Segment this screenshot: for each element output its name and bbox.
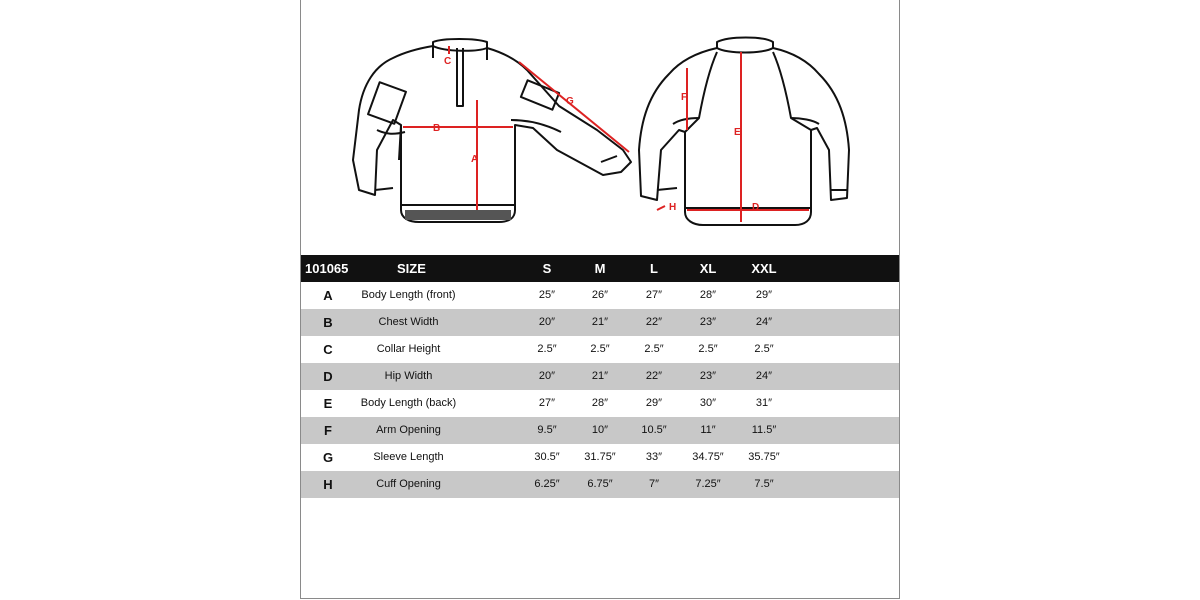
cell-xxl: 35.75″ <box>748 451 780 463</box>
cell-xl: 2.5″ <box>698 343 718 355</box>
cell-m: 21″ <box>591 316 609 328</box>
cell-s: 27″ <box>538 397 556 409</box>
cell-s: 25″ <box>538 289 556 301</box>
measure-line-g <box>519 62 629 152</box>
table-row <box>301 444 899 471</box>
table-row <box>301 309 899 336</box>
row-measurement: Chest Width <box>378 316 439 328</box>
cell-m: 21″ <box>591 370 609 382</box>
row-code: B <box>323 315 333 330</box>
cell-xl: 23″ <box>699 370 717 382</box>
label-b: B <box>433 123 441 134</box>
cell-m: 31.75″ <box>584 451 616 463</box>
cell-xl: 30″ <box>699 397 717 409</box>
table-row <box>301 282 899 309</box>
cell-s: 30.5″ <box>534 451 560 463</box>
row-code: D <box>323 369 333 384</box>
cell-s: 20″ <box>538 370 556 382</box>
back-collar <box>717 38 773 53</box>
front-zipper <box>457 48 463 106</box>
row-measurement: Body Length (front) <box>361 289 456 301</box>
cell-m: 6.75″ <box>587 478 613 490</box>
table-row <box>301 363 899 390</box>
measure-line-h <box>657 206 665 210</box>
cell-xl: 11″ <box>700 424 716 436</box>
row-measurement: Body Length (back) <box>360 397 457 409</box>
cell-xxl: 24″ <box>755 316 773 328</box>
cell-l: 27″ <box>645 289 663 301</box>
row-measurement: Cuff Opening <box>376 478 441 490</box>
row-measurement: Arm Opening <box>376 424 441 436</box>
cell-xl: 23″ <box>699 316 717 328</box>
size-header-l: L <box>650 261 658 276</box>
cell-m: 2.5″ <box>590 343 610 355</box>
row-code: G <box>322 450 334 465</box>
row-measurement: Sleeve Length <box>373 451 444 463</box>
label-d: D <box>752 202 760 213</box>
cell-xxl: 24″ <box>755 370 773 382</box>
front-collar <box>433 39 487 51</box>
cell-l: 10.5″ <box>641 424 667 436</box>
size-table <box>301 255 899 498</box>
cell-xxl: 7.5″ <box>754 478 774 490</box>
size-header-m: M <box>594 261 606 276</box>
cell-xl: 34.75″ <box>692 451 724 463</box>
row-code: C <box>323 342 333 357</box>
jacket-diagram <box>301 0 899 250</box>
cell-xxl: 29″ <box>755 289 773 301</box>
row-measurement: Collar Height <box>376 343 441 355</box>
size-chart-frame <box>300 0 900 599</box>
table-header <box>301 255 899 282</box>
cell-l: 2.5″ <box>644 343 664 355</box>
table-row <box>301 390 899 417</box>
row-code: F <box>324 423 332 438</box>
table-row <box>301 336 899 363</box>
cell-xxl: 31″ <box>755 397 773 409</box>
row-measurement: Hip Width <box>384 370 433 382</box>
cell-m: 10″ <box>591 424 609 436</box>
size-header-s: S <box>542 261 552 276</box>
label-c: C <box>444 56 452 67</box>
cell-s: 2.5″ <box>537 343 557 355</box>
row-code: E <box>323 396 333 411</box>
cell-s: 20″ <box>538 316 556 328</box>
row-code: H <box>323 477 333 492</box>
label-f: F <box>681 92 688 103</box>
cell-l: 22″ <box>645 370 663 382</box>
cell-s: 6.25″ <box>534 478 560 490</box>
table-row <box>301 417 899 444</box>
size-header-xl: XL <box>699 261 717 276</box>
size-header-label: SIZE <box>397 261 426 276</box>
cell-l: 7″ <box>648 478 659 490</box>
cell-l: 29″ <box>645 397 663 409</box>
cell-xxl: 11.5″ <box>751 424 777 436</box>
style-id: 101065 <box>305 261 349 276</box>
label-g: G <box>566 96 574 107</box>
cell-s: 9.5″ <box>537 424 557 436</box>
cell-xl: 28″ <box>699 289 717 301</box>
cell-xl: 7.25″ <box>695 478 721 490</box>
cell-m: 26″ <box>591 289 609 301</box>
label-h: H <box>669 202 677 213</box>
back-jacket-outline <box>639 48 849 225</box>
cell-m: 28″ <box>591 397 609 409</box>
row-code: A <box>323 288 333 303</box>
label-a: A <box>471 154 479 165</box>
size-header-xxl: XXL <box>751 261 777 276</box>
cell-l: 22″ <box>645 316 663 328</box>
table-row <box>301 471 899 498</box>
cell-l: 33″ <box>645 451 663 463</box>
cell-xxl: 2.5″ <box>754 343 774 355</box>
label-e: E <box>734 127 741 138</box>
